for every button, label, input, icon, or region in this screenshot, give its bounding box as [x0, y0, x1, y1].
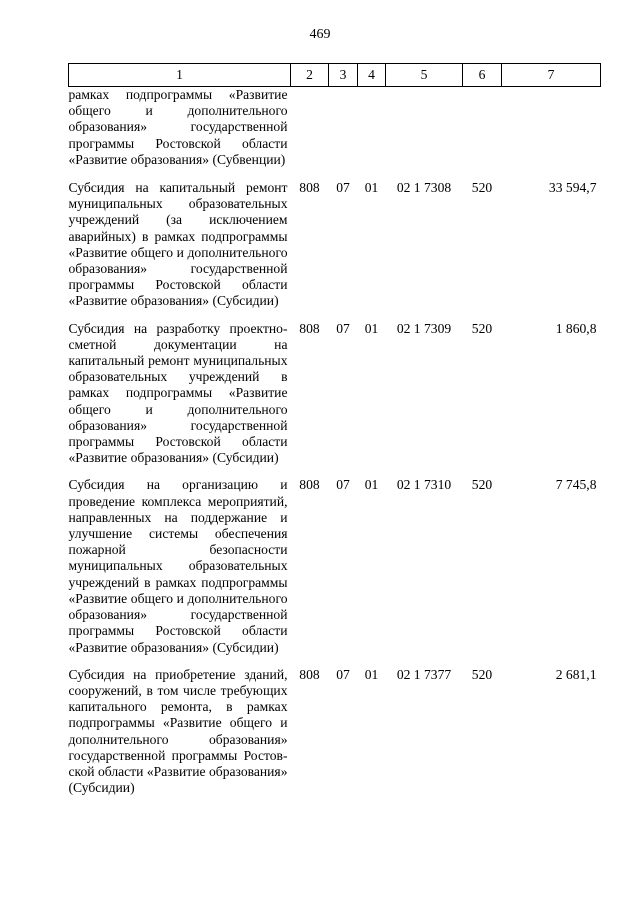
row-description: рамках подпрограммы «Развитие общего и дополнительного образования» государственной программы Ростовской области «Развитие образования» (Субвенции) — [68, 87, 288, 167]
table-row — [69, 667, 601, 808]
cell-expense-type: 520 — [471, 320, 493, 336]
table-row — [69, 477, 601, 666]
cell-section: 07 — [336, 320, 350, 336]
cell-ministry-code — [291, 87, 329, 181]
cell-subsection: 01 — [364, 666, 379, 682]
column-header-6: 6 — [463, 64, 502, 87]
cell-amount: 33 594,7 — [548, 180, 597, 196]
cell-ministry-code: 808 — [299, 477, 320, 493]
cell-amount — [502, 87, 601, 181]
table-row — [69, 180, 601, 321]
column-header-1: 1 — [69, 64, 291, 87]
cell-amount: 1 860,8 — [555, 320, 597, 336]
row-description: Субсидия на капитальный ремонт муниципальных образовательных учреждений (за исключением аварийных) в рамках подпрограммы «Развитие общего и дополнительного образования» государственной программы Ростовской области «Развитие образования» (Субсидии) — [68, 180, 288, 309]
cell-target-article — [386, 87, 463, 181]
cell-ministry-code: 808 — [299, 666, 320, 682]
cell-expense-type: 520 — [471, 180, 493, 196]
cell-ministry-code: 808 — [299, 320, 320, 336]
row-description: Субсидия на разработку проектно-сметной документации на капитальный ремонт муниципальных образовательных учреждений в рамках подпрограммы «Развитие общего и дополнительного образования» государственной программы Ростовской области «Развитие образования» (Субсидии) — [68, 320, 288, 466]
cell-section: 07 — [336, 477, 350, 493]
column-header-4: 4 — [358, 64, 386, 87]
column-header-7: 7 — [502, 64, 601, 87]
cell-target-article: 02 1 7310 — [396, 477, 452, 493]
page-number: 469 — [309, 27, 331, 42]
row-description: Субсидия на организацию и проведение комплекса мероприятий, направленных на поддержание и улучшение системы обеспечения пожарной безопасности муниципальных образовательных учреждений в рамках подпрограммы «Развитие общего и дополнительного образования» государственной программы Ростовской области «Развитие образования» (Субсидии) — [68, 477, 288, 655]
cell-subsection: 01 — [364, 180, 379, 196]
cell-target-article: 02 1 7377 — [396, 666, 452, 682]
column-header-5: 5 — [386, 64, 463, 87]
cell-subsection: 01 — [364, 477, 379, 493]
cell-section: 07 — [336, 180, 350, 196]
table-row — [69, 321, 601, 478]
row-description: Субсидия на приобретение зданий, сооружений, в том числе требующих капитального ремонта, в рамках подпрограммы «Развитие общего и дополнительного образования» государственной программы Ростовской области «Развитие образования» (Субсидии) — [68, 666, 288, 796]
table-row — [69, 87, 601, 181]
cell-expense-type: 520 — [471, 477, 493, 493]
cell-target-article: 02 1 7309 — [396, 320, 452, 336]
budget-table — [68, 63, 601, 807]
cell-target-article: 02 1 7308 — [396, 180, 452, 196]
column-header-3: 3 — [329, 64, 358, 87]
cell-expense-type — [463, 87, 502, 181]
cell-section: 07 — [336, 666, 350, 682]
cell-amount: 2 681,1 — [555, 666, 597, 682]
cell-subsection — [358, 87, 386, 181]
cell-ministry-code: 808 — [299, 180, 320, 196]
cell-section — [329, 87, 358, 181]
cell-expense-type: 520 — [471, 666, 493, 682]
cell-subsection: 01 — [364, 320, 379, 336]
cell-amount: 7 745,8 — [555, 477, 597, 493]
column-header-2: 2 — [291, 64, 329, 87]
table-header — [69, 64, 601, 87]
